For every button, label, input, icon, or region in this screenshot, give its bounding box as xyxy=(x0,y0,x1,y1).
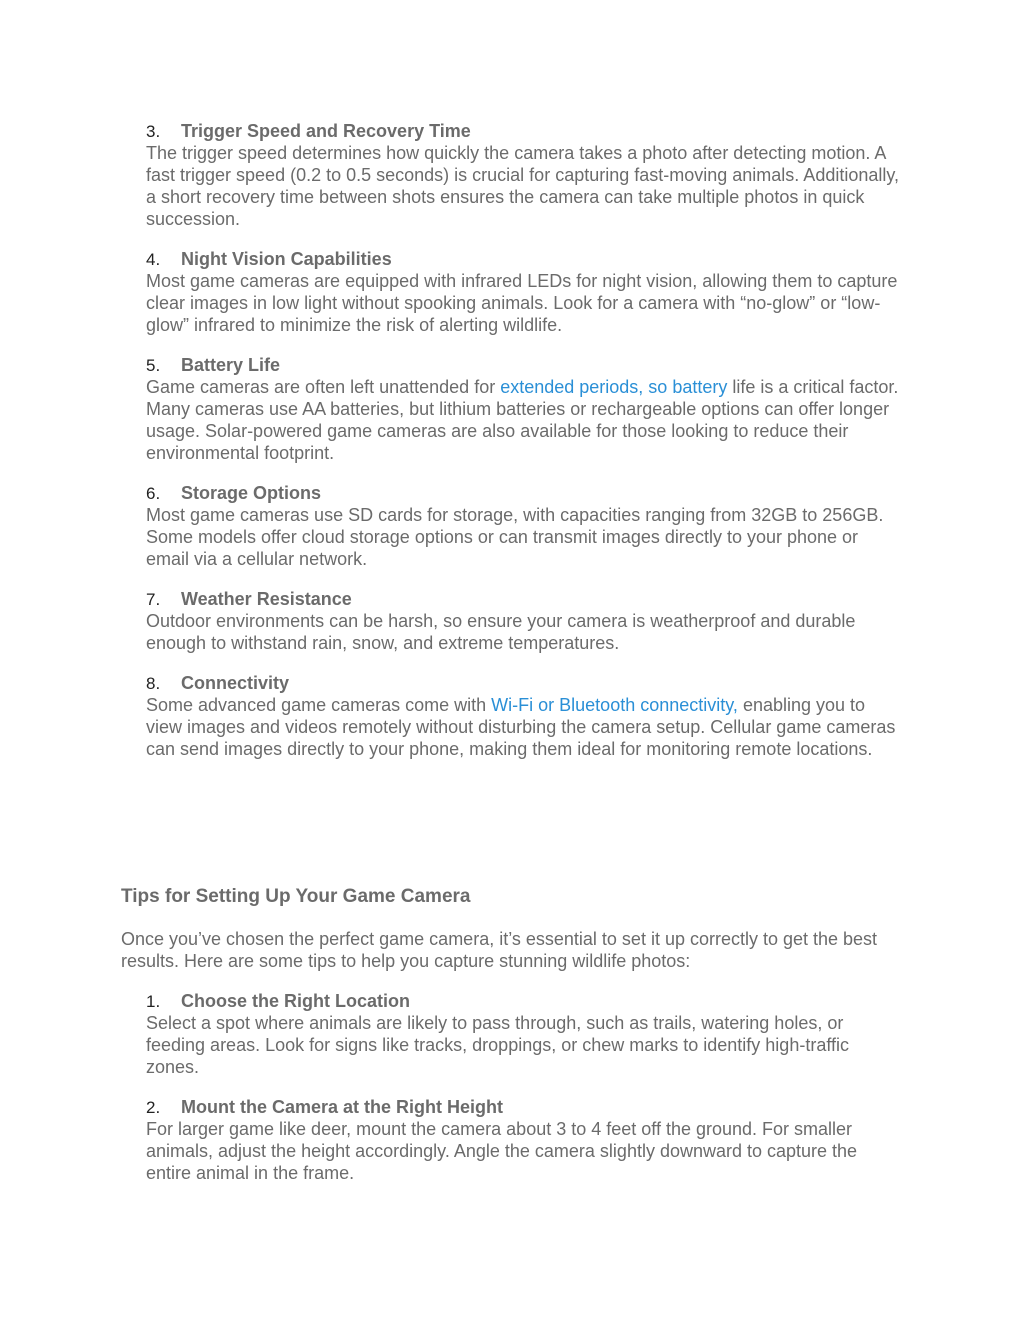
item-body: Select a spot where animals are likely to pass through, such as trails, watering holes, or feeding areas. Look for signs like tracks, droppings, or chew marks to identify high-traffic zones. xyxy=(146,1013,850,1077)
item-number: 8. xyxy=(146,674,161,693)
item-body: Most game cameras are equipped with infrared LEDs for night vision, allowing them to capture clear images in low light without spooking animals. Look for a camera with “no-glow” or “low-glow” infrared to minimize the risk of alerting wildlife. xyxy=(146,271,898,335)
item-title: Connectivity xyxy=(181,673,290,693)
item-header xyxy=(146,990,906,1012)
item-title: Night Vision Capabilities xyxy=(181,249,392,269)
body-text: life is a critical factor. Many cameras use AA batteries, but lithium batteries or rechargeable options can offer longer usage. Solar-powered game cameras are also available for those looking to reduce their environmental footprint. xyxy=(146,377,899,463)
list-item-night-vision xyxy=(146,248,906,336)
item-body: The trigger speed determines how quickly the camera takes a photo after detecting motion. A fast trigger speed (0.2 to 0.5 seconds) is crucial for capturing fast-moving animals. Additionally, a short recovery time between shots ensures the camera can take multiple photos in quick succession. xyxy=(146,143,900,229)
item-body: Outdoor environments can be harsh, so ensure your camera is weatherproof and durable enough to withstand rain, snow, and extreme temperatures. xyxy=(146,611,856,653)
section-intro: Once you’ve chosen the perfect game camera, it’s essential to set it up correctly to get the best results. Here are some tips to help you capture stunning wildlife photos: xyxy=(121,929,878,971)
list-item-trigger-speed xyxy=(146,120,906,230)
body-text: Some advanced game cameras come with xyxy=(146,695,492,715)
item-number: 7. xyxy=(146,590,161,609)
item-body xyxy=(146,694,906,760)
item-title: Storage Options xyxy=(181,483,322,503)
item-title: Weather Resistance xyxy=(181,589,352,609)
body-text: Game cameras are often left unattended for xyxy=(146,377,501,397)
tips-list xyxy=(146,990,906,1202)
item-body xyxy=(146,376,906,464)
list-item-mount-camera xyxy=(146,1096,906,1184)
item-header xyxy=(146,248,906,270)
item-number: 1. xyxy=(146,992,161,1011)
body-text: enabling you to view images and videos remotely without disturbing the camera setup. Cellular game cameras can send images directly to your phone, making them ideal for monitoring remote locations. xyxy=(146,695,896,759)
item-number: 3. xyxy=(146,122,161,141)
item-number: 2. xyxy=(146,1098,161,1117)
item-header xyxy=(146,482,906,504)
item-header xyxy=(146,672,906,694)
item-title: Battery Life xyxy=(181,355,281,375)
list-item-weather-resistance xyxy=(146,588,906,654)
section-heading: Tips for Setting Up Your Game Camera xyxy=(121,886,471,907)
features-list xyxy=(146,120,906,778)
item-number: 6. xyxy=(146,484,161,503)
connectivity-link[interactable]: Wi-Fi or Bluetooth connectivity, xyxy=(491,695,738,715)
item-number: 4. xyxy=(146,250,161,269)
item-title: Trigger Speed and Recovery Time xyxy=(181,121,471,141)
item-number: 5. xyxy=(146,356,161,375)
item-title: Choose the Right Location xyxy=(181,991,410,1011)
battery-link[interactable]: extended periods, so battery xyxy=(500,377,728,397)
list-item-battery-life xyxy=(146,354,906,464)
item-title: Mount the Camera at the Right Height xyxy=(181,1097,504,1117)
item-header xyxy=(146,120,906,142)
item-header xyxy=(146,1096,906,1118)
list-item-connectivity xyxy=(146,672,906,760)
item-header xyxy=(146,354,906,376)
list-item-storage-options xyxy=(146,482,906,570)
item-header xyxy=(146,588,906,610)
list-item-choose-location xyxy=(146,990,906,1078)
item-body: For larger game like deer, mount the camera about 3 to 4 feet off the ground. For smaller animals, adjust the height accordingly. Angle the camera slightly downward to capture the entire animal in the frame. xyxy=(146,1119,858,1183)
item-body: Most game cameras use SD cards for storage, with capacities ranging from 32GB to 256GB. Some models offer cloud storage options or can transmit images directly to your phone or email via a cellular network. xyxy=(146,505,884,569)
